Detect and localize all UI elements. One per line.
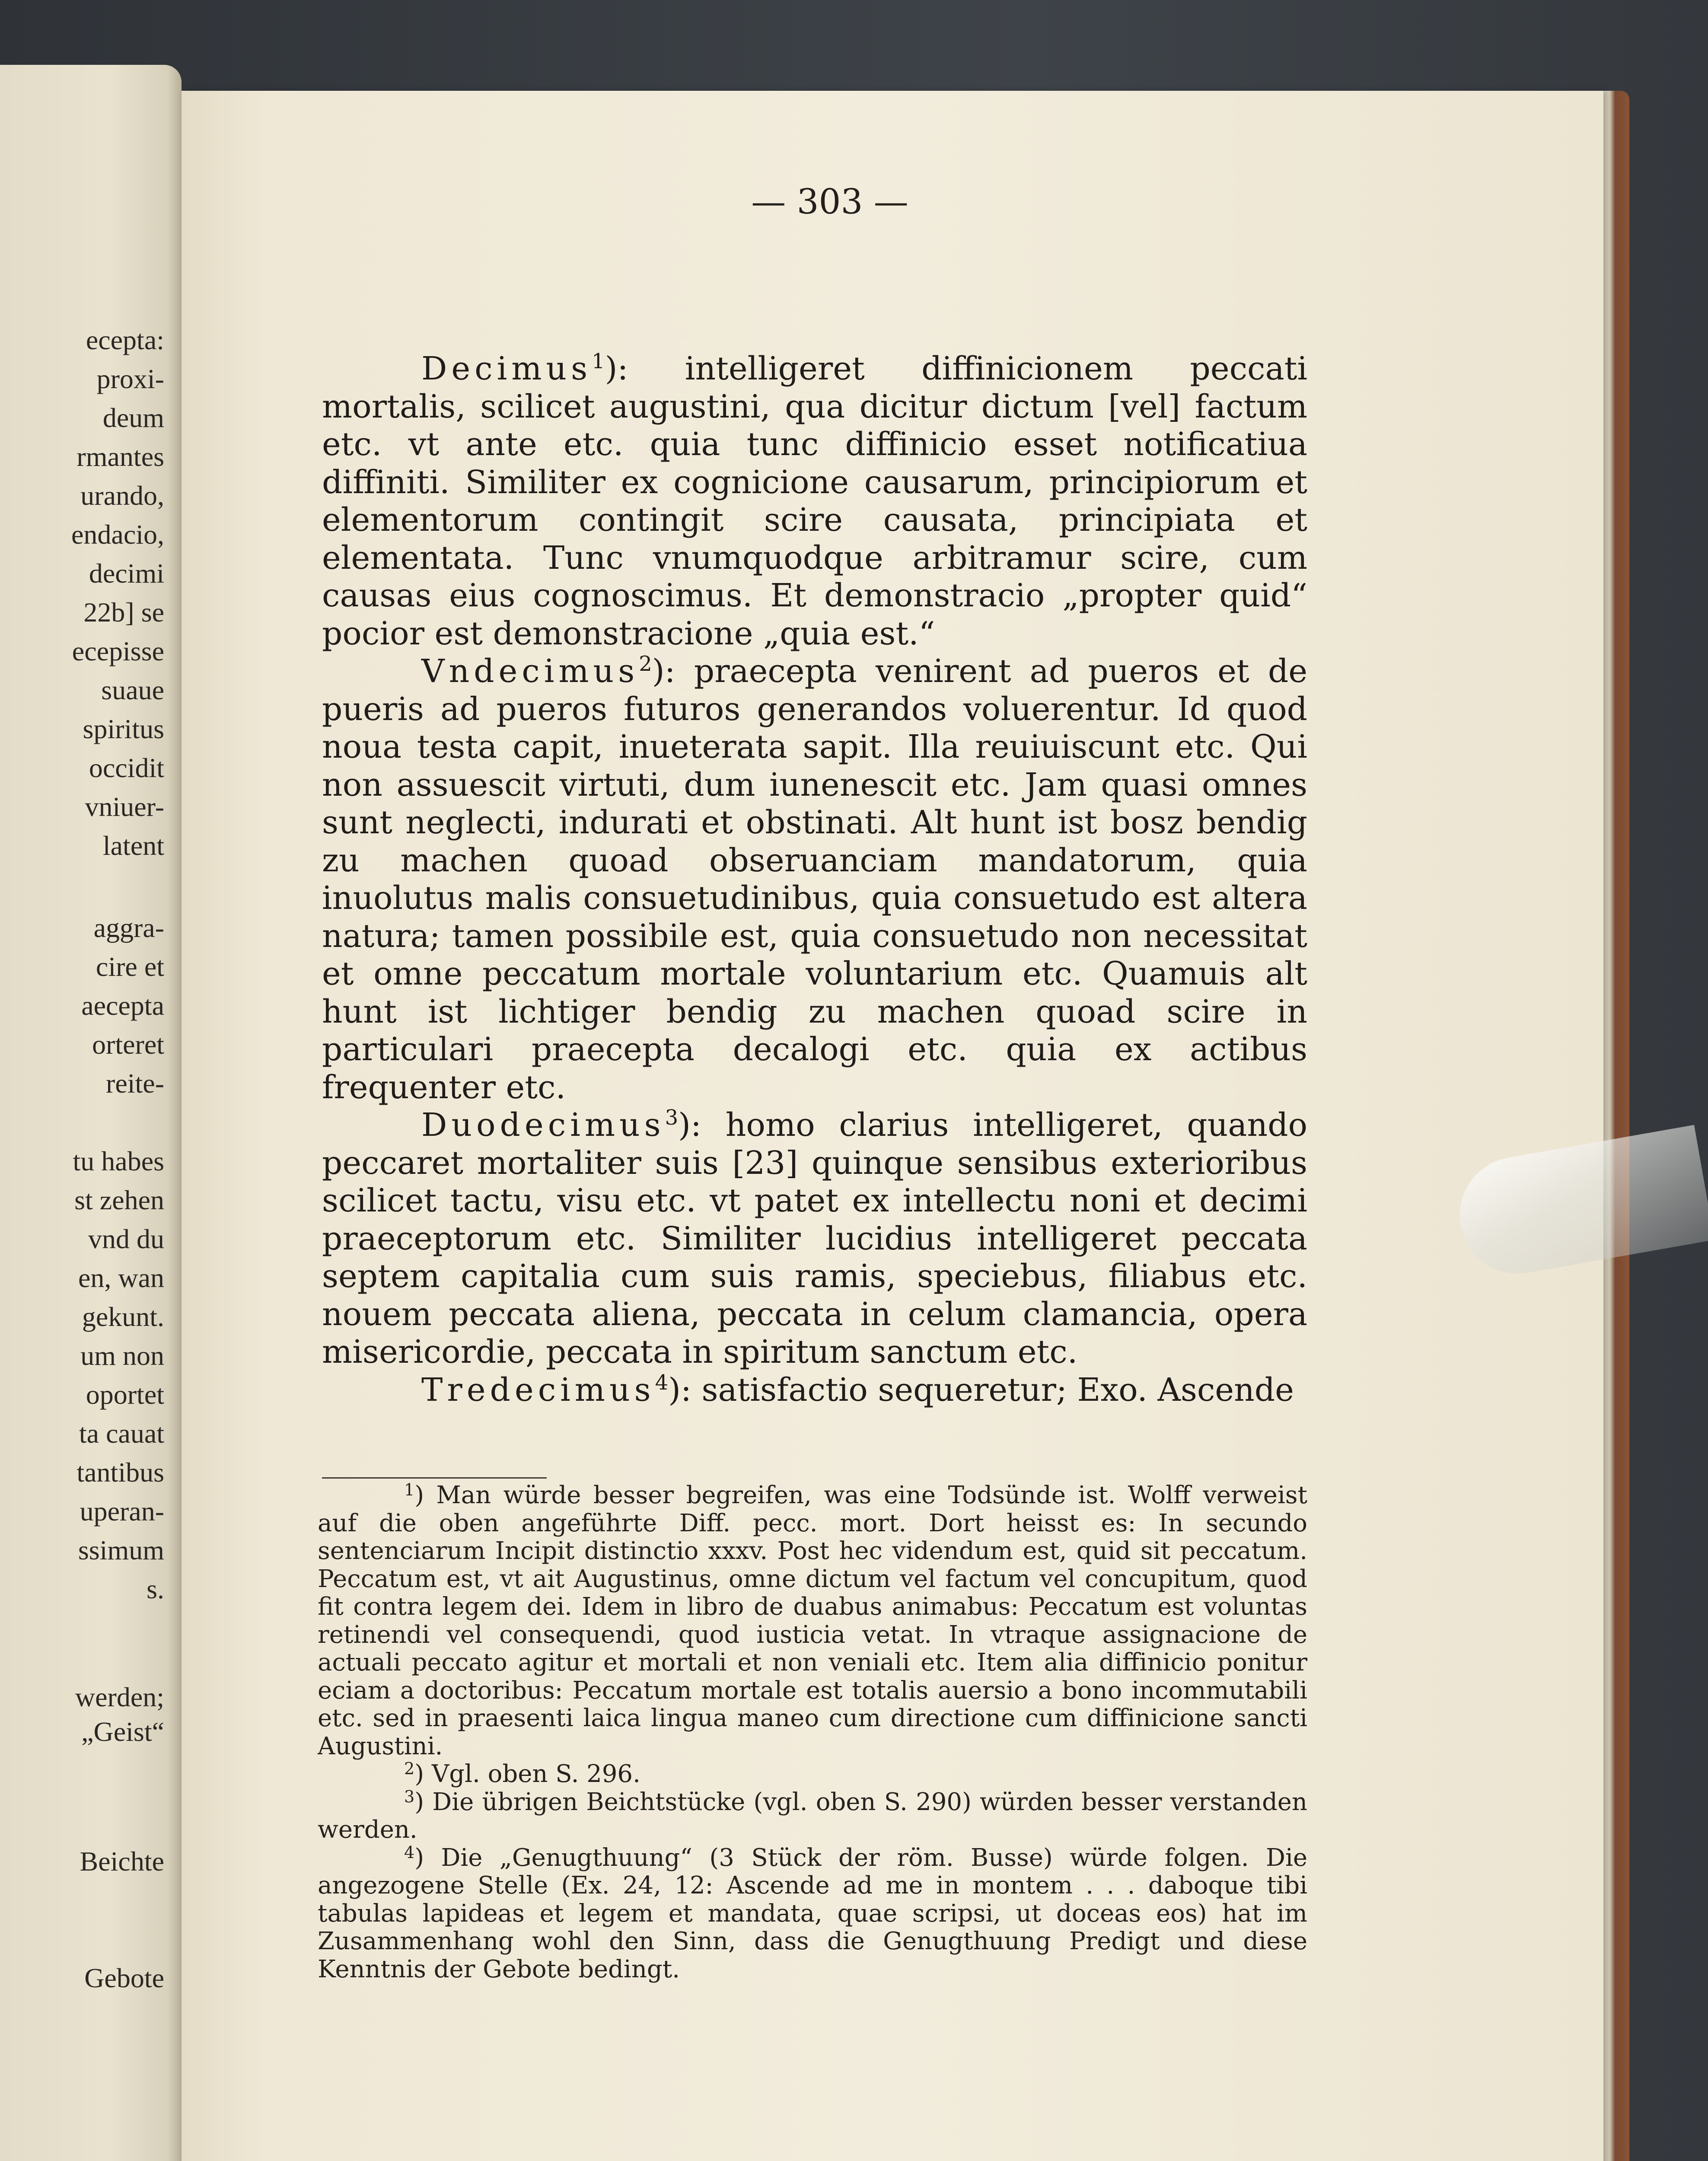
paragraph (322, 1106, 1307, 1371)
left-page-fragment: oportet (86, 1379, 164, 1410)
left-page-fragment: deum (102, 402, 164, 433)
paragraph-lead: Tredecimus (421, 1371, 655, 1409)
paragraph (322, 653, 1307, 1106)
footnote-mark: 3 (404, 1787, 415, 1806)
left-page-fragment: ecepisse (72, 636, 164, 666)
paragraph-lead: Duodecimus (421, 1106, 665, 1144)
left-page-fragment: Gebote (84, 1963, 164, 1993)
paragraph-text: ): praecepta venirent ad pueros et de pueris ad pueros futuros generandos voluerentur. Id quod noua testa capit, inueterata sapit. Illa reuiuiscunt etc. Qui non assuescit virtuti, dum iunenescit etc. Jam quasi omnes sunt neglecti, indurati et obstinati. Alt hunt ist bosz bendig zu machen quoad obseruanciam mandatorum, quia inuolutus malis consuetudinibus, quia consuetudo est altera natura; tamen possibile est, quia consuetudo non necessitat et omne peccatum mortale voluntarium etc. Quamuis alt hunt ist lichtiger bendig zu machen quoad scire in particulari praecepta decalogi etc. quia ex actibus frequenter etc. (322, 653, 1307, 1106)
footnote-divider (322, 1477, 547, 1479)
left-page-fragment: en, wan (78, 1262, 164, 1293)
left-page-fragment: gekunt. (82, 1301, 164, 1332)
left-page-fragment: tu habes (73, 1146, 164, 1176)
left-page-fragment: ecepta: (86, 325, 164, 355)
footnote-text: ) Die übrigen Beichtstücke (vgl. oben S. 290) würden besser verstanden werden. (318, 1788, 1307, 1844)
paragraph-text: ): satisfactio sequeretur; Exo. Ascende (668, 1371, 1294, 1409)
footnote-ref: 4 (655, 1370, 669, 1395)
left-page-fragment: vniuer- (85, 791, 164, 822)
left-page-fragment: ta cauat (79, 1418, 164, 1449)
paragraph-lead: Decimus (421, 350, 592, 387)
paragraph-text: ): intelligeret diffinicionem peccati mortalis, scilicet augustini, qua dicitur dictum [vel] factum etc. vt ante etc. quia tunc diffinicio esset notificatiua diffiniti. Similiter ex cognicione causarum, principiorum et elementorum contingit scire causata, principiata et elementata. Tunc vnumquodque arbitramur scire, cum causas eius cognoscimus. Et demonstracio „propter quid“ pocior est demonstracione „quia est.“ (322, 350, 1307, 652)
left-page-fragment: aggra- (93, 912, 164, 943)
left-page-fragment: orteret (92, 1029, 164, 1060)
left-page-fragment: urando, (80, 480, 164, 511)
left-page-fragment: cire et (96, 951, 164, 982)
footnote-mark: 4 (404, 1842, 415, 1862)
left-page-fragment: uperan- (80, 1496, 164, 1527)
paragraph-lead: Vndecimus (421, 653, 639, 690)
left-page-fragment: aecepta (81, 990, 164, 1021)
footnote (318, 1788, 1307, 1844)
left-page-fragment: vnd du (88, 1224, 164, 1254)
footnote-text: ) Vgl. oben S. 296. (414, 1760, 640, 1788)
left-page-fragment: Beichte (80, 1846, 164, 1877)
left-page-fragment: reite- (106, 1068, 164, 1099)
footnote-ref: 2 (639, 652, 652, 676)
footnote-text: ) Man würde besser begreifen, was eine Todsünde ist. Wolff verweist auf die oben angeführte Diff. pecc. mort. Dort heisst es: In secundo sentenciarum Incipit distinctio xxxv. Post hec videndum est, quid sit peccatum. Peccatum est, vt ait Augustinus, omne dictum vel factum vel concupitum, quod fit contra legem dei. Idem in libro de duabus animabus: Peccatum est voluntas retinendi vel consequendi, quod iusticia vetat. In vtraque assignacione de actuali peccato agitur et mortali et non veniali etc. Item alia diffinicio ponitur eciam a doctoribus: Peccatum mortale est totalis auersio a bono incommutabili etc. sed in praesenti laica lingua maneo cum directione cum diffinicione sancti Augustini. (318, 1481, 1307, 1760)
left-page-fragment: 22b] se (83, 597, 164, 628)
footnotes (318, 1482, 1307, 1983)
left-page-fragment: tantibus (76, 1457, 164, 1488)
left-facing-page (0, 65, 182, 2161)
footnote-ref: 1 (592, 349, 605, 373)
left-page-fragment: endacio, (71, 519, 164, 550)
left-page-fragment: suaue (101, 675, 164, 705)
left-page-fragment: werden; (75, 1682, 164, 1712)
left-page-fragment: st zehen (74, 1185, 164, 1215)
page-number: — 303 — (751, 182, 908, 222)
left-page-fragment: latent (102, 830, 164, 861)
paragraph-text: ): homo clarius intelligeret, quando peccaret mortaliter suis [23] quinque sensibus exterioribus scilicet tactu, visu etc. vt patet ex intellectu noni et decimi praeceptorum etc. Similiter lucidius intelligeret peccata septem capitalia cum suis ramis, speciebus, filiabus etc. nouem peccata aliena, peccata in celum clamancia, opera misericordie, peccata in spiritum sanctum etc. (322, 1106, 1307, 1371)
left-page-fragment: proxi- (96, 363, 164, 394)
left-page-fragment: spiritus (83, 714, 164, 744)
footnote (318, 1760, 1307, 1788)
left-page-fragment: rmantes (76, 441, 164, 472)
paragraph (322, 350, 1307, 653)
footnote-mark: 1 (404, 1480, 415, 1499)
left-page-fragment: s. (147, 1574, 164, 1604)
left-page-fragment: ssimum (78, 1535, 164, 1565)
footnote-text: ) Die „Genugthuung“ (3 Stück der röm. Busse) würde folgen. Die angezogene Stelle (Ex. 24, 12: Ascende ad me in montem . . . daboque tibi tabulas lapideas et legem et mandata, quae scripsi, ut doceas eos) hat im Zusammenhang wohl den Sinn, dass die Genugthuung Predigt und diese Kenntnis der Gebote bedingt. (318, 1843, 1307, 1983)
paragraph (322, 1371, 1307, 1409)
footnote-mark: 2 (404, 1759, 415, 1778)
left-page-fragment: occidit (89, 752, 164, 783)
footnote (318, 1482, 1307, 1760)
left-page-fragment: decimi (89, 558, 164, 589)
footnote-ref: 3 (665, 1106, 679, 1130)
footnote (318, 1844, 1307, 1984)
left-page-fragment: „Geist“ (81, 1716, 164, 1747)
left-page-fragment: um non (80, 1340, 164, 1371)
main-text (322, 350, 1307, 1409)
